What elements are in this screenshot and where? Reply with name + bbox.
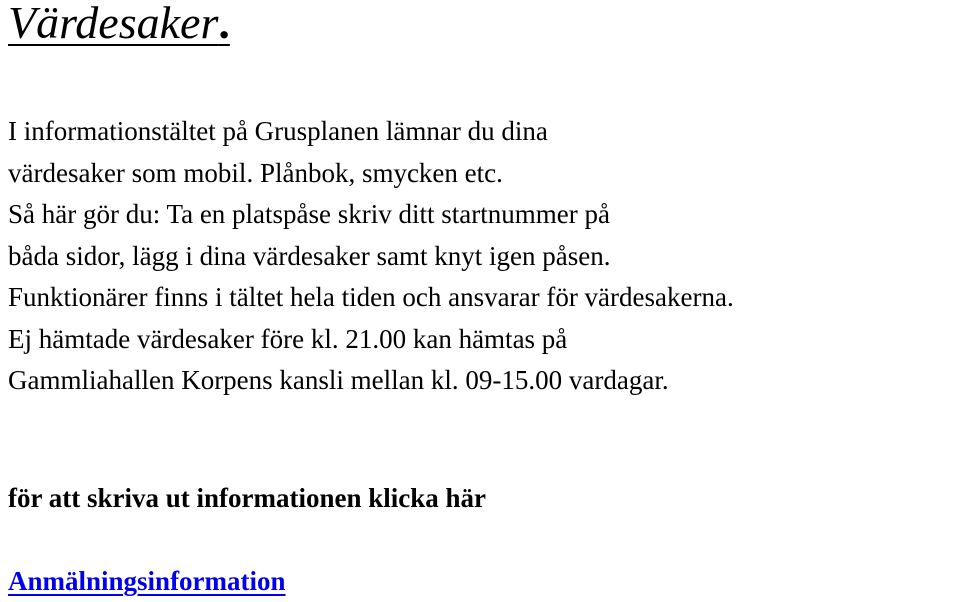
info-line: värdesaker som mobil. Plånbok, smycken etc. bbox=[8, 157, 503, 188]
info-paragraph-instructions bbox=[8, 194, 953, 402]
info-line: båda sidor, lägg i dina värdesaker samt knyt igen påsen. bbox=[8, 240, 611, 271]
info-line: I informationstältet på Grusplanen lämnar du dina bbox=[8, 116, 548, 146]
registration-info-link[interactable]: Anmälningsinformation bbox=[8, 566, 286, 596]
print-info-link[interactable]: för att skriva ut informationen klicka här bbox=[8, 483, 486, 513]
info-paragraph-drop-off bbox=[8, 111, 953, 194]
info-line: Funktionärer finns i tältet hela tiden och ansvarar för värdesakerna. bbox=[8, 282, 734, 312]
page-title-period: . bbox=[218, 0, 230, 48]
info-line: Gammliahallen Korpens kansli mellan kl. 09-15.00 vardagar. bbox=[8, 365, 669, 395]
info-line: Så här gör du: Ta en platspåse skriv ditt startnummer på bbox=[8, 199, 610, 229]
page-title-text: Värdesaker bbox=[8, 0, 219, 48]
page-title bbox=[8, 0, 230, 46]
info-line: Ej hämtade värdesaker före kl. 21.00 kan hämtas på bbox=[8, 323, 568, 354]
